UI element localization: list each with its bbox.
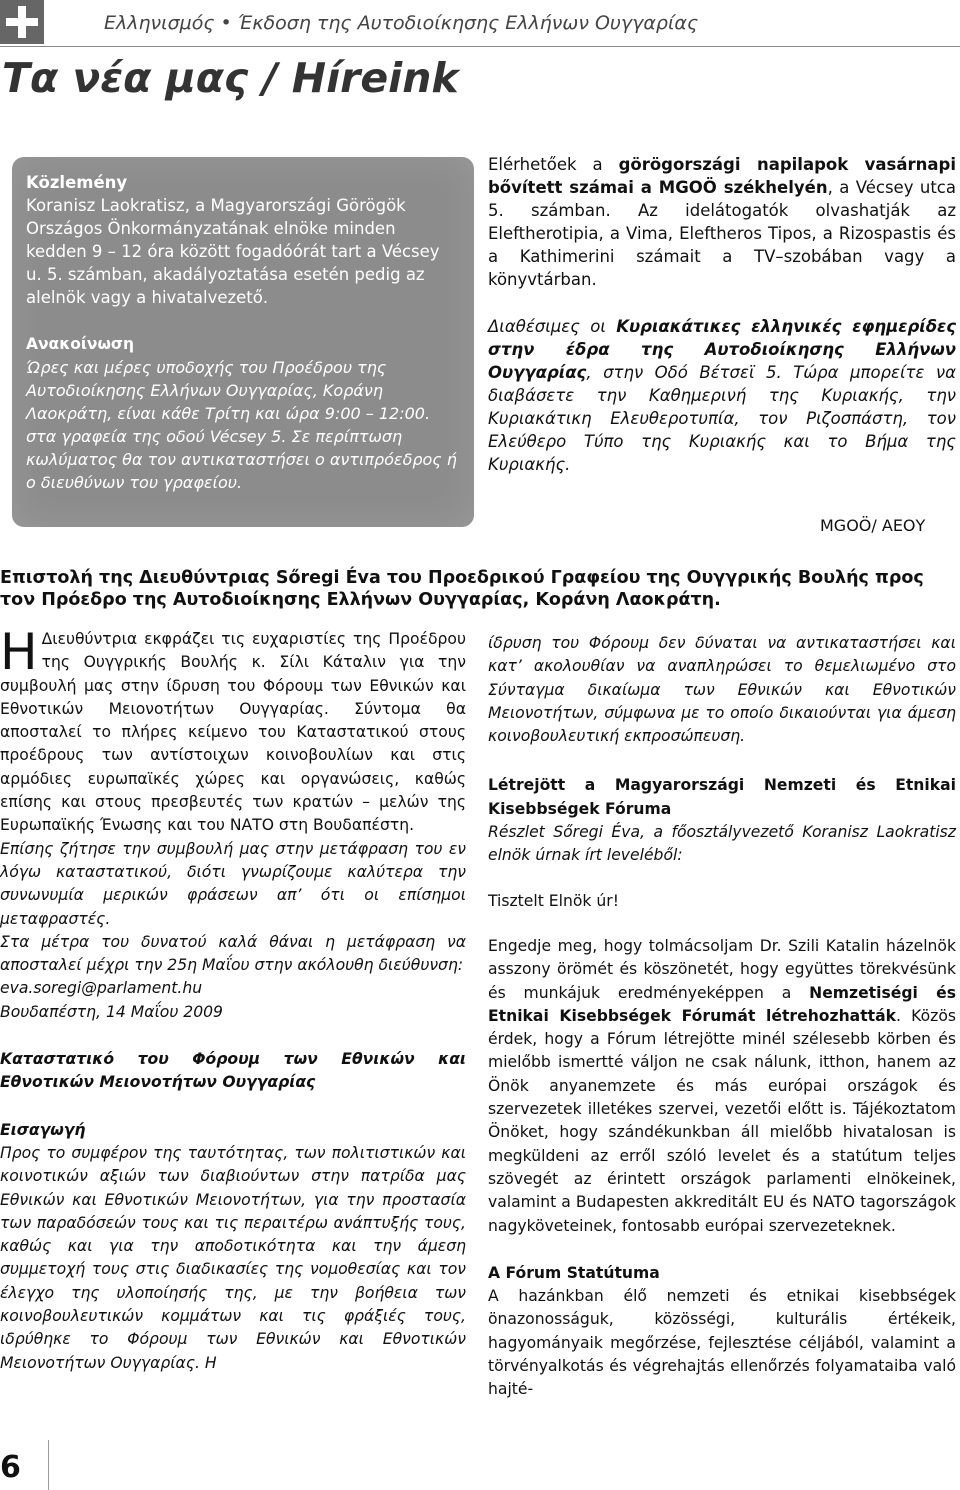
statute-body-hu: A hazánkban élő nemzeti és etnikai kisebbségek önazonosságuk, közösségi, kulturális értékeik, hagyományaik megőrzése, fejlesztése céljából, valamint a törvényalkotás és végrehajtás ellenőrzés folyamataiba való hajté- <box>488 1287 956 1399</box>
footer-rule <box>48 1440 49 1490</box>
newspapers-notice <box>488 153 956 476</box>
dateline: Βουδαπέστη, 14 Μαΐου 2009 <box>0 1002 223 1021</box>
letter-body-hu: Engedje meg, hogy tolmácsoljam Dr. Szili Katalin házelnök asszony örömét és köszönetét, hogy együttes törekvésünk és munkájuk eredményeképpen a Nemzetiségi és Etnikai Kisebbségek Fórumát létrehozhatták. Közös érdek, hogy a Fórum létrejötte minél szélesebb körben és mielőbb ismertté váljon ne csak nálunk, itthon, hanem az Önök anyanemzete és más európai országok és szervezetek illetékes szervei, vezetői előtt is. Tájékoztatom Önöket, hogy szándékunkban áll mielőbb hivatalosan is megküldeni az erről szóló levelet és a statútum teljes szövegét az érintett országok parlamenti elnökeinek, valamint a Budapesten akkreditált EU és NATO tagországok nagyköveteinek, fontosabb európai szervezeteknek. <box>488 936 957 1235</box>
drop-cap: Η <box>0 623 38 681</box>
email-address: eva.soregi@parlament.hu <box>0 979 203 998</box>
statute-title-hu: A Fórum Statútuma <box>488 1263 660 1282</box>
publication-title: Ελληνισμός • Έκδοση της Αυτοδιοίκησης Ελλήνων Ουγγαρίας <box>104 12 699 34</box>
left-column <box>0 623 466 1375</box>
intro-title: Εισαγωγή <box>0 1120 86 1139</box>
forum-subtitle: Részlet Sőregi Éva, a főosztályvezető Koranisz Laokratisz elnök úrnak írt leveléből: <box>488 823 956 865</box>
page-number: 6 <box>0 1450 21 1485</box>
statute-title-gr: Καταστατικό του Φόρουμ των Εθνικών και Εθνοτικών Μειονοτήτων Ουγγαρίας <box>0 1050 466 1092</box>
right-paragraph-1: ίδρυση του Φόρουμ δεν δύναται να αντικαταστήσει και κατ’ ακολουθίαν να αναπληρώσει το θεμελιωμένο στο Σύνταγμα δικαίωμα των Εθνικών και Εθνοτικών Μειονοτήτων, σύμφωνα με το οποίο δικαιούνται για άμεση κοινοβουλευτική εκπροσώπευση. <box>488 634 956 746</box>
right-column <box>488 632 956 1402</box>
notice-body-hu: Koranisz Laokratisz, a Magyarországi Görögök Országos Önkormányzatának elnöke minden kedden 9 – 12 óra között fogadóórát tart a Vécsey u. 5. számban, akadályoztatása esetén pedig az alelnök vagy a hivatalvezető. <box>26 196 440 307</box>
notice-box <box>12 157 474 527</box>
forum-title: Létrejött a Magyarországi Nemzeti és Etnikai Kisebbségek Fóruma <box>488 776 956 818</box>
letter-paragraph-1: Η Διευθύντρια εκφράζει τις ευχαριστίες της Προέδρου της Ουγγρικής Βουλής κ. Σίλι Κάταλιν για την συμβουλή μας στην ίδρυση του Φόρουμ των Εθνικών και Εθνοτικών Μειονοτήτων Ουγγαρίας. Σύντομα θα αποσταλεί το πλήρες κείμενο του Καταστατικού στους προέδρους των αντίστοιχων κοινοβουλίων και στις αρμόδιες ευρωπαϊκές χώρες και οργανώσεις, καθώς επίσης και στους πρεσβευτές των κρατών – μελών της Ευρωπαϊκής Ένωσης και του ΝΑΤΟ στη Βουδαπέστη. <box>0 623 466 835</box>
emblem-logo <box>0 0 44 44</box>
article-headline: Επιστολή της Διευθύντριας Sőregi Éva του Προεδρικού Γραφείου της Ουγγρικής Βουλής προς τον Πρόεδρο της Αυτοδιοίκησης Ελλήνων Ουγγαρίας, Κοράνη Λαοκράτη. <box>0 568 924 610</box>
newspapers-gr: Διαθέσιμες οι Κυριακάτικες ελληνικές εφημερίδες στην έδρα της Αυτοδιοίκησης Ελλήνων Ουγγαρίας, στην Οδό Βέτσεϊ 5. Τώρα μπορείτε να διαβάσετε την Καθημερινή της Κυριακής, την Κυριακάτικη Ελευθεροτυπία, τον Ριζοσπάστη, τον Ελεύθερο Τύπο της Κυριακής και το Βήμα της Κυριακής. <box>488 317 956 474</box>
letter-paragraph-2: Επίσης ζήτησε την συμβουλή μας στην μετάφραση του εν λόγω καταστατικού, διότι γνωρίζουμε καλύτερα την συνωνυμία μερικών φράσεων απ’ ότι οι επίσημοι μεταφραστές. <box>0 839 466 928</box>
salutation: Tisztelt Elnök úr! <box>488 891 619 910</box>
signoff: MGOÖ/ ΑΕΟΥ <box>820 516 926 535</box>
letter-paragraph-3: Στα μέτρα του δυνατού καλά θάναι η μετάφραση να αποσταλεί μέχρι την 25η Μαΐου στην ακόλουθη διεύθυνση: <box>0 932 466 975</box>
header-divider <box>0 46 960 47</box>
notice-body-gr: Ώρες και μέρες υποδοχής του Προέδρου της Αυτοδιοίκησης Ελλήνων Ουγγαρίας, Κοράνη Λαοκράτη, είναι κάθε Τρίτη και ώρα 9:00 – 12:00. στα γραφεία της οδού Vécsey 5. Σε περίπτωση κωλύματος θα τον αντικαταστήσει ο αντιπρόεδρος ή ο διευθύνων του γραφείου. <box>26 358 457 492</box>
newspapers-hu: Elérhetőek a görögországi napilapok vasárnapi bővített számai a MGOÖ székhelyén, a Vécsey utca 5. számban. Az idelátogatók olvashatják az Eleftherotipia, a Vima, Eleftheros Tipos, a Rizospastis és a Kathimerini számait a TV–szobában vagy a könyvtárban. <box>488 155 956 289</box>
notice-heading-hu: Közlemény <box>26 173 128 192</box>
intro-body: Προς το συμφέρον της ταυτότητας, των πολιτιστικών και κοινοτικών αξιών των διαβιούντων στην πατρίδα μας Εθνικών και Εθνοτικών Μειονοτήτων, για την προστασία των παραδόσεών τους και τις περαιτέρω ανάπτυξής τους, καθώς και για την αποδοτικότητα και την άμεση συμμετοχή τους στις διαδικασίες της νομοθεσίας και τον έλεγχο της υλοποίησής της, με την βοήθεια των κοινοβουλευτικών κομμάτων και τις φράξιές τους, ιδρύθηκε το Φόρουμ των Εθνικών και Εθνοτικών Μειονοτήτων Ουγγαρίας. Η <box>0 1143 466 1372</box>
section-title: Τα νέα μας / Híreink <box>2 54 459 102</box>
notice-heading-gr: Ανακοίνωση <box>26 335 135 353</box>
